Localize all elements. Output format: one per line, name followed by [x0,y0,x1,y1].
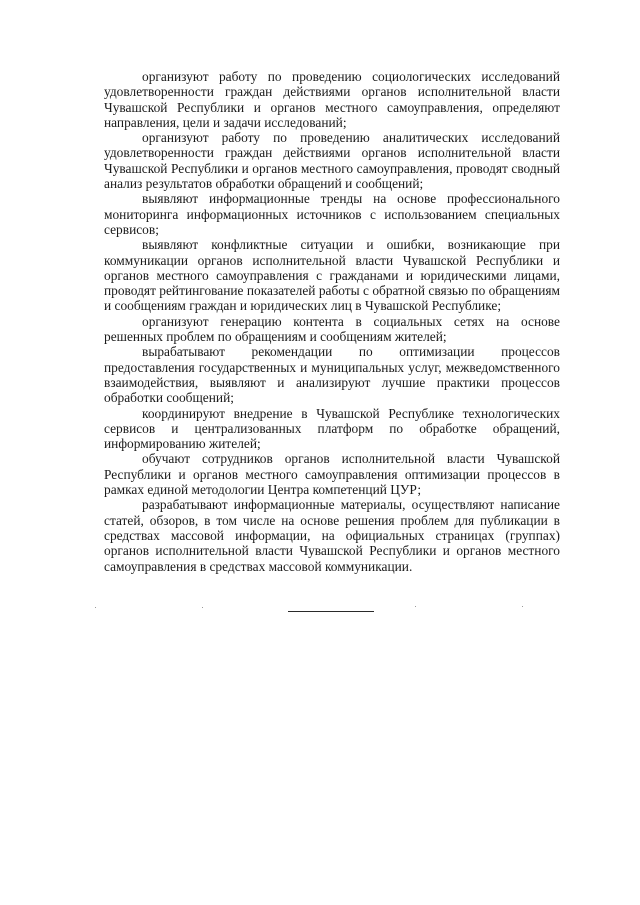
paragraph-analytical-research: организуют работу по проведению аналитических исследований удовлетворенности граждан действиями органов исполнительной власти Чувашской Республики и органов местного самоуправления, проводят сводный анализ результатов обработки обращений и сообщений; [104,130,560,192]
scan-speck [202,607,203,608]
paragraph-information-trends: выявляют информационные тренды на основе профессионального мониторинга информационных источников с использованием специальных сервисов; [104,191,560,237]
document-body [104,69,560,574]
paragraph-conflict-situations: выявляют конфликтные ситуации и ошибки, возникающие при коммуникации органов исполнительной власти Чувашской Республики и органов местного самоуправления с гражданами и юридическими лицами, проводят рейтингование показателей работы с обратной связью по обращениям и сообщениям граждан и юридических лиц в Чувашской Республике; [104,237,560,314]
end-of-text-rule [288,611,374,612]
paragraph-coordinate-implementation: координируют внедрение в Чувашской Республике технологических сервисов и централизованных платформ по обработке обращений, информированию жителей; [104,405,560,452]
paragraph-optimization-recommendations: вырабатывают рекомендации по оптимизации процессов предоставления государственных и муниципальных услуг, межведомственного взаимодействия, выявляют и анализируют лучшие практики процессов обработки сообщений; [104,344,560,406]
paragraph-train-employees: обучают сотрудников органов исполнительной власти Чувашской Республики и органов местного самоуправления оптимизации процессов в рамках единой методологии Центра компетенций ЦУР; [104,451,560,498]
scan-speck [415,606,416,607]
paragraph-sociological-research: организуют работу по проведению социологических исследований удовлетворенности граждан действиями органов исполнительной власти Чувашской Республики и органов местного самоуправления, определяют направления, цели и задачи исследований; [104,69,560,130]
scan-speck [95,607,96,608]
paragraph-content-generation: организуют генерацию контента в социальных сетях на основе решенных проблем по обращениям и сообщениям жителей; [104,313,560,345]
scan-speck [522,606,523,607]
paragraph-information-materials: разрабатывают информационные материалы, осуществляют написание статей, обзоров, в том числе на основе решения проблем для публикации в средствах массовой информации, на официальных страницах (группах) органов исполнительной власти Чувашской Республики и органов местного самоуправления в средствах массовой коммуникации. [104,497,560,574]
